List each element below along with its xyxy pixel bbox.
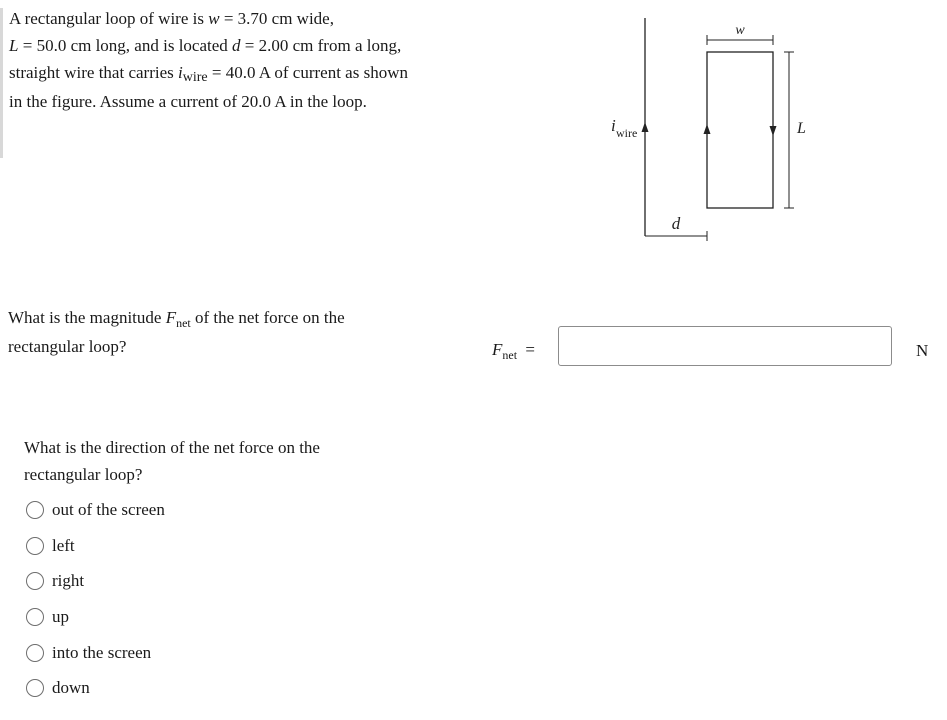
loop-left-current-arrow xyxy=(704,124,711,134)
d-label: d xyxy=(671,214,681,233)
i-wire-label: i xyxy=(611,116,616,135)
w-label: w xyxy=(735,23,745,38)
option-out-of-the-screen[interactable]: out of the screen xyxy=(26,499,165,521)
problem-line-4: in the figure. Assume a current of 20.0 A in the loop. xyxy=(9,92,367,111)
i-wire-sub-label: wire xyxy=(616,126,638,140)
problem-line-2: L = 50.0 cm long, and is located d = 2.00 cm from a long, xyxy=(9,36,402,55)
option-up[interactable]: up xyxy=(26,606,69,628)
question-2-line-2: rectangular loop? xyxy=(24,465,143,484)
answer-label: $F_{net}$ = xyxy=(492,340,535,362)
radio-button[interactable] xyxy=(26,679,44,697)
radio-button[interactable] xyxy=(26,537,44,555)
option-into-the-screen[interactable]: into the screen xyxy=(26,642,151,664)
net-force-answer-input[interactable] xyxy=(558,326,892,366)
radio-button[interactable] xyxy=(26,572,44,590)
L-label: L xyxy=(797,120,806,137)
unit-label: N xyxy=(916,341,929,360)
question-2-text xyxy=(24,434,320,488)
question-1-line-2: rectangular loop? xyxy=(8,337,127,356)
loop-right-current-arrow xyxy=(770,126,777,136)
radio-button[interactable] xyxy=(26,608,44,626)
problem-line-3: straight wire that carries iwire = 40.0 A of current as shown xyxy=(9,63,408,85)
wire-loop-figure xyxy=(600,10,820,245)
problem-line-1: A rectangular loop of wire is w = 3.70 cm wide, xyxy=(9,9,334,28)
question-2-line-1: What is the direction of the net force on the xyxy=(24,438,320,457)
option-right[interactable]: right xyxy=(26,570,84,592)
question-1-text xyxy=(8,304,345,360)
option-left[interactable]: left xyxy=(26,535,75,557)
wire-current-arrow xyxy=(642,122,649,132)
rectangular-loop xyxy=(707,52,773,208)
option-down[interactable]: down xyxy=(26,677,90,699)
radio-button[interactable] xyxy=(26,501,44,519)
radio-button[interactable] xyxy=(26,644,44,662)
problem-statement xyxy=(9,5,408,115)
left-edge-watermark xyxy=(0,8,4,158)
question-1-line-1: What is the magnitude $F_{net}$ of the net force on the xyxy=(8,308,345,330)
